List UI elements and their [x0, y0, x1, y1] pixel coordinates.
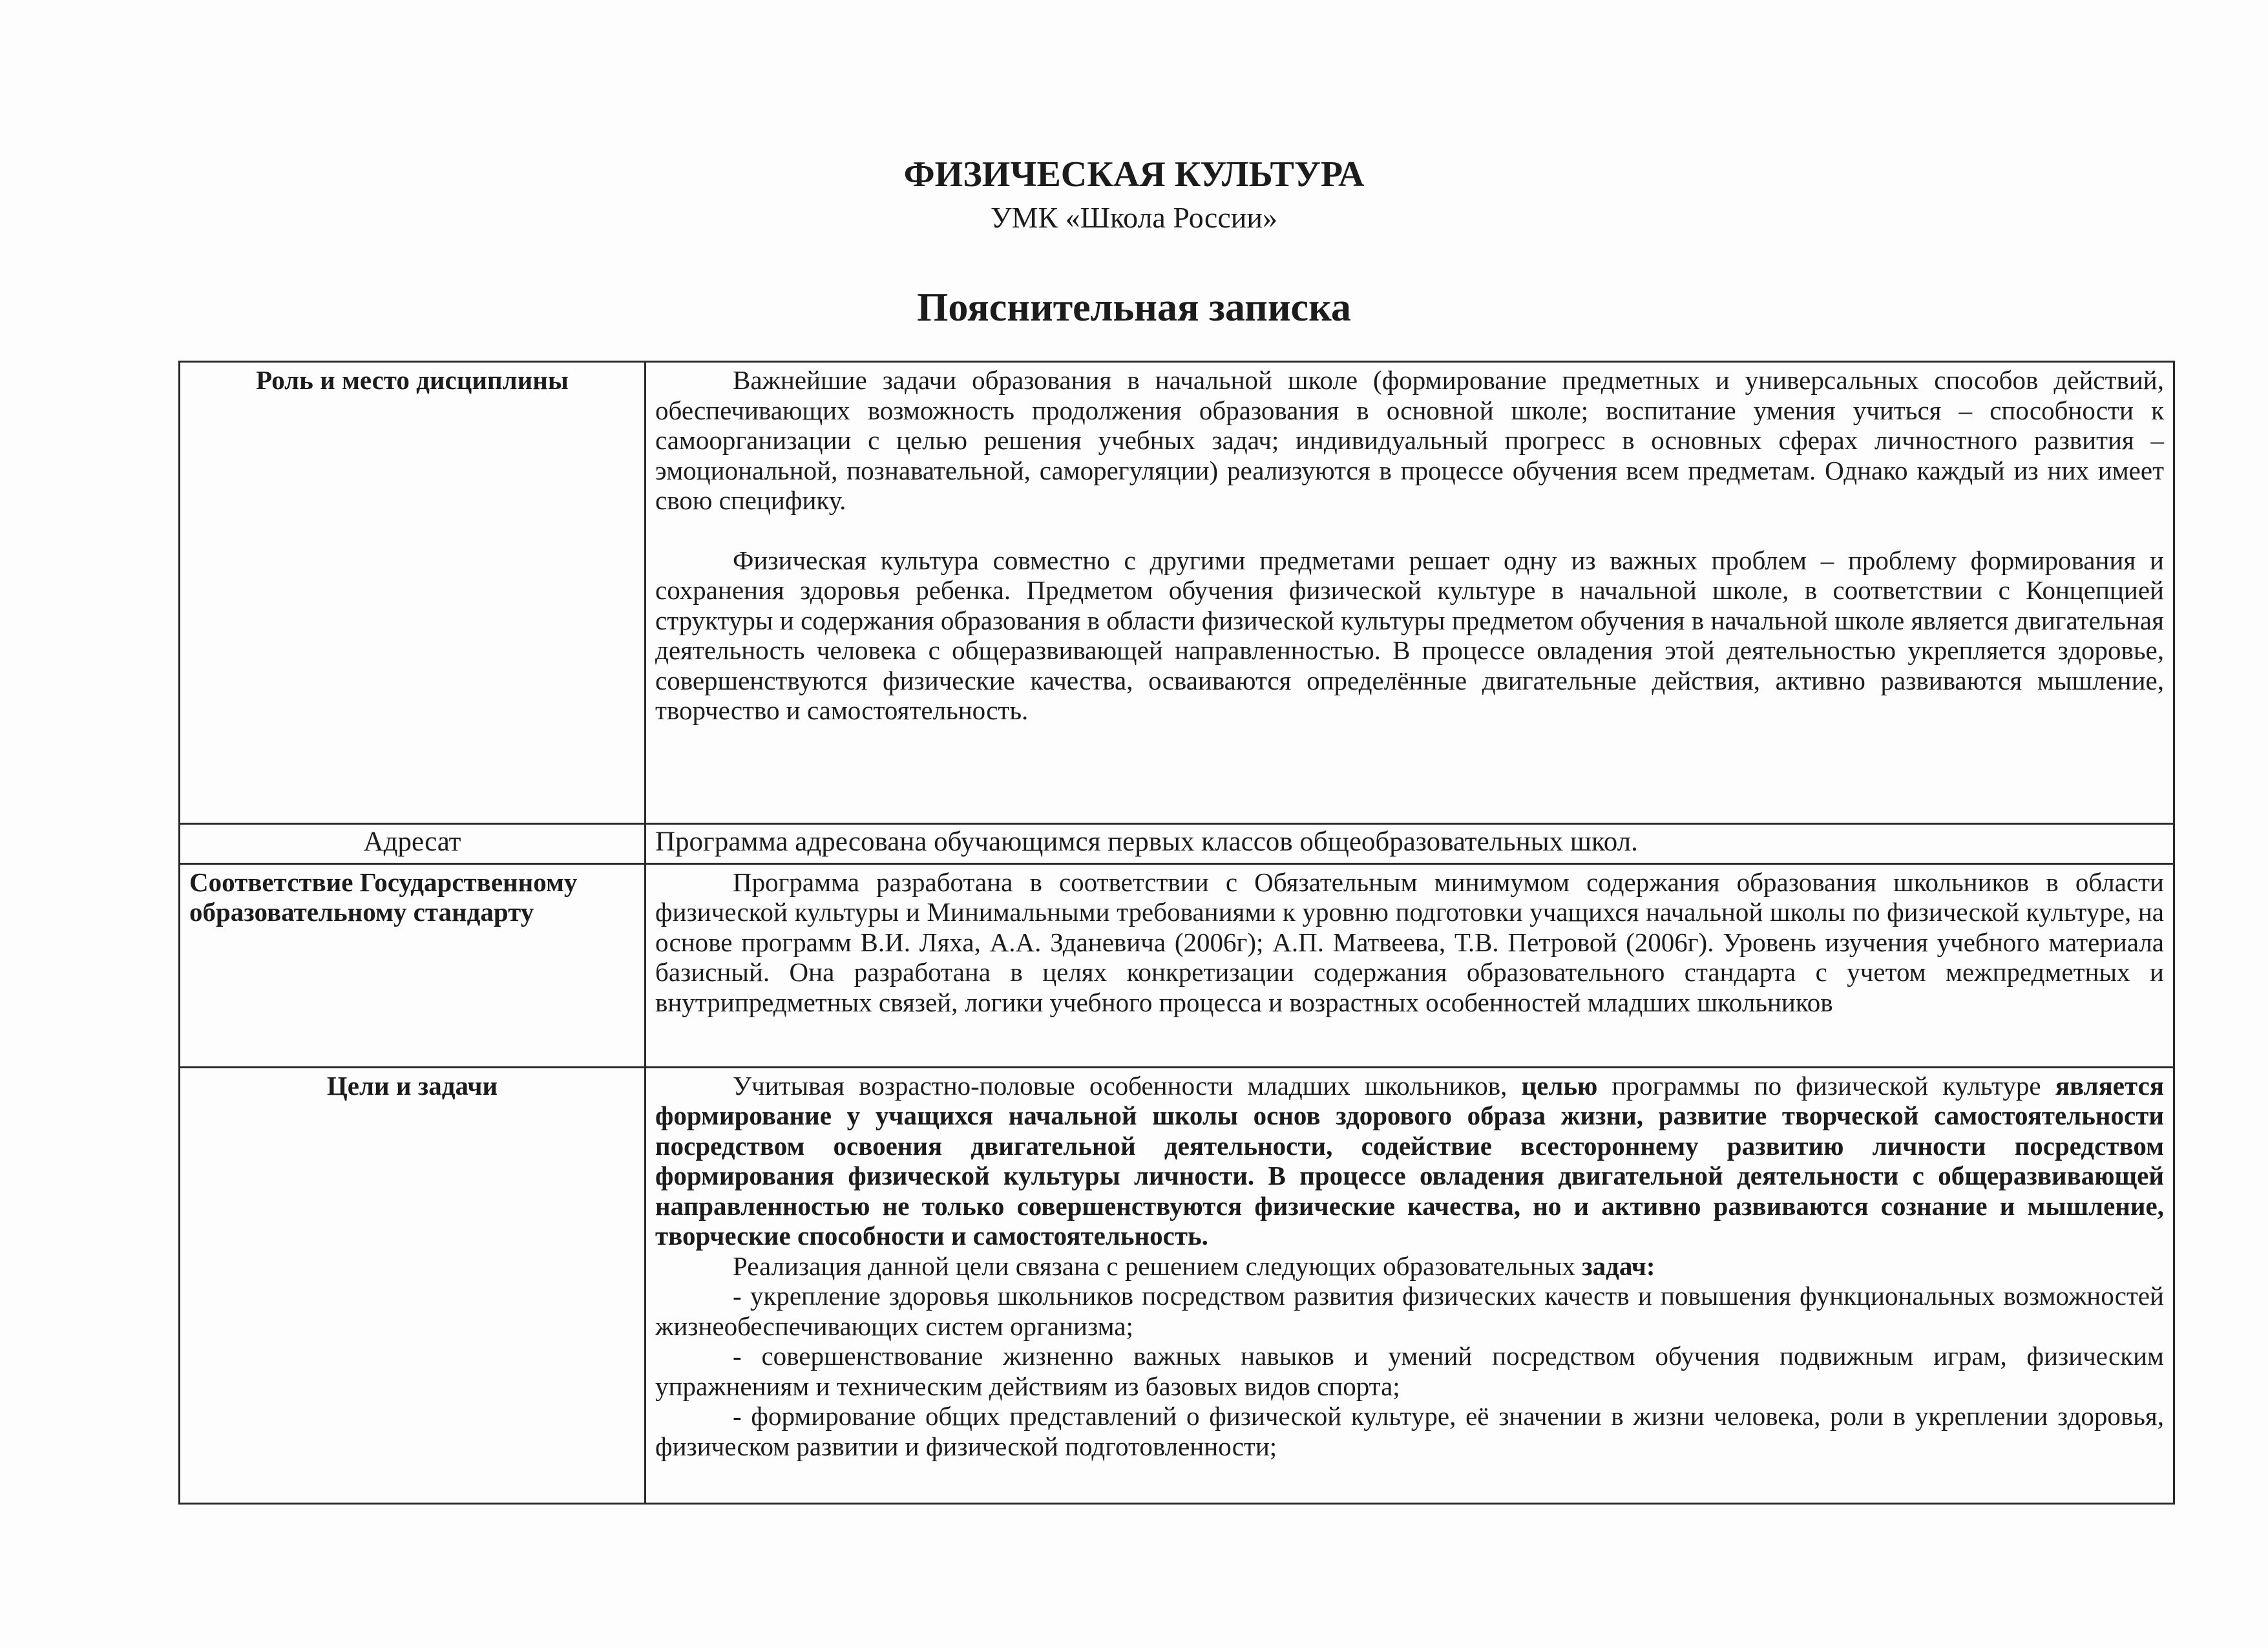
row-label-addressee: Адресат — [180, 824, 646, 864]
row-label-role: Роль и место дисциплины — [180, 362, 646, 824]
row-content-addressee — [646, 824, 2174, 864]
goals-paragraph-1 — [655, 1071, 2164, 1251]
table-row-goals — [180, 1067, 2174, 1503]
table-row-role — [180, 362, 2174, 824]
goals-p1-start: Учитывая возрастно-половые особенности младших школьников, — [733, 1070, 1522, 1101]
role-paragraph-2: Физическая культура совместно с другими предметами решает одну из важных проблем – проблему формирования и сохранения здоровья ребенка. Предметом обучения физической культуре в начальной школе, в соответствии с Концепцией структуры и содержания образования в области физической культуры предметом обучения в начальной школе является двигательная деятельность человека с общеразвивающей направленностью. В процессе овладения этой деятельностью укрепляется здоровье, совершенствуются физические качества, осваиваются определённые двигательные действия, активно развиваются мышление, творчество и самостоятельность. — [655, 545, 2164, 725]
goals-paragraph-2 — [655, 1251, 2164, 1282]
table-row-standard — [180, 863, 2174, 1067]
row-content-goals — [646, 1067, 2174, 1503]
row-content-role — [646, 362, 2174, 824]
table-row-addressee — [180, 824, 2174, 864]
goals-p1-bold-word: целью — [1521, 1070, 1598, 1101]
goals-task-item: - формирование общих представлений о физической культуре, её значении в жизни человека, роли в укреплении здоровья, физическом развитии и физической подготовленности; — [655, 1401, 2164, 1461]
goals-p2-bold: задач: — [1582, 1251, 1655, 1281]
row-content-standard — [646, 863, 2174, 1067]
explanatory-note-table — [178, 361, 2175, 1505]
role-paragraph-1: Важнейшие задачи образования в начальной школе (формирование предметных и универсальных способов действий, обеспечивающих возможность продолжения образования в основной школе; воспитание умения учиться – способности к самоорганизации с целью решения учебных задач; индивидуальный прогресс в основных сферах личностного развития – эмоциональной, познавательной, саморегуляции) реализуются в процессе обучения всем предметам. Однако каждый из них имеет свою специфику. — [655, 365, 2164, 515]
page-title: ФИЗИЧЕСКАЯ КУЛЬТУРА — [903, 154, 1365, 195]
row-label-standard: Соответствие Государственному образовательному стандарту — [180, 863, 646, 1067]
standard-text: Программа разработана в соответствии с Обязательным минимумом содержания образования школьников в области физической культуры и Минимальными требованиями к уровню подготовки учащихся начальной школы по физической культуре, на основе программ В.И. Ляха, А.А. Зданевича (2006г); А.П. Матвеева, Т.В. Петровой (2006г). Уровень изучения учебного материала базисный. Она разработана в целях конкретизации содержания образовательного стандарта с учетом межпредметных и внутрипредметных связей, логики учебного процесса и возрастных особенностей младших школьников — [655, 867, 2164, 1017]
addressee-text: Программа адресована обучающимся первых классов общеобразовательных школ. — [655, 827, 1638, 857]
row-label-goals: Цели и задачи — [180, 1067, 646, 1503]
goals-p1-mid: программы по физической культуре — [1597, 1070, 2055, 1101]
goals-p1-bold-rest: является формирование у учащихся начальной школы основ здорового образа жизни, развитие творческой самостоятельности посредством освоения двигательной деятельности, содействие всестороннему развитию личности посредством формирования физической культуры личности. В процессе овладения двигательной деятельности с общеразвивающей направленностью не только совершенствуются физические качества, но и активно развиваются сознание и мышление, творческие способности и самостоятельность. — [655, 1070, 2164, 1251]
goals-p2-start: Реализация данной цели связана с решением следующих образовательных — [733, 1251, 1582, 1281]
goals-task-item: - укрепление здоровья школьников посредством развития физических качеств и повышения функциональных возможностей жизнеобеспечивающих систем организма; — [655, 1281, 2164, 1341]
page-subtitle: УМК «Школа России» — [991, 201, 1277, 234]
section-heading: Пояснительная записка — [917, 286, 1351, 330]
goals-task-item: - совершенствование жизненно важных навыков и умений посредством обучения подвижным играм, физическим упражнениям и техническим действиям из базовых видов спорта; — [655, 1341, 2164, 1401]
